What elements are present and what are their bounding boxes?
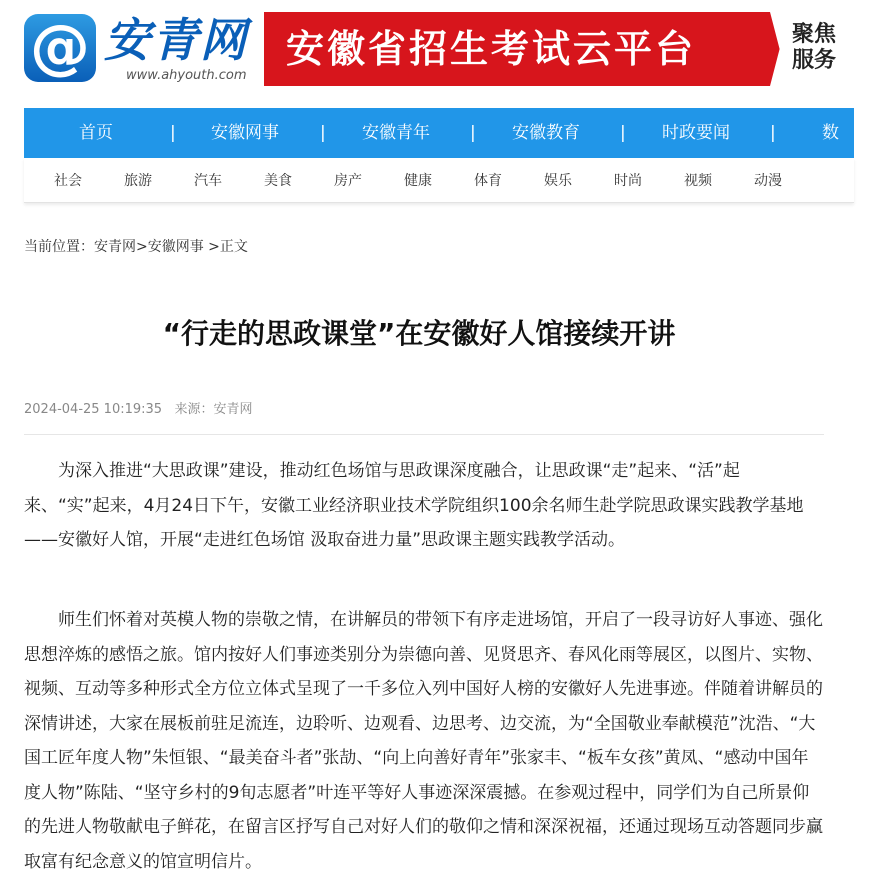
nav-separator: | xyxy=(470,123,476,143)
article-source: 安青网 xyxy=(213,402,253,417)
nav-separator: | xyxy=(620,123,626,143)
article-meta xyxy=(24,398,253,417)
exam-platform-banner[interactable] xyxy=(264,12,864,86)
banner-text: 安徽省招生考试云平台 xyxy=(286,27,697,71)
subnav-item-society[interactable]: 社会 xyxy=(54,173,82,189)
banner-subtext xyxy=(792,22,836,74)
article-date: 2024-04-25 10:19:35 xyxy=(24,402,163,417)
article-paragraph: 师生们怀着对英模人物的崇敬之情，在讲解员的带领下有序走进场馆，开启了一段寻访好人事迹、强化思想淬炼的感悟之旅。馆内按好人们事迹类别分为崇德向善、见贤思齐、春风化雨等展区，以图片、实物、视频、互动等多种形式全方位立体式呈现了一千多位入列中国好人榜的安徽好人先进事迹。伴随着讲解员的深情讲述，大家在展板前驻足流连，边聆听、边观看、边思考、边交流，为“全国敬业奉献模范”沈浩、“大国工匠年度人物”朱恒银、“最美奋斗者”张劼、“向上向善好青年”张家丰、“板车女孩”黄凤、“感动中国年度人物”陈陆、“坚守乡村的9旬志愿者”叶连平等好人事迹深深震撼。在参观过程中，同学们为自己所景仰的先进人物敬献电子鲜花，在留言区抒写自己对好人们的敬仰之情和深深祝福，还通过现场互动答题同步赢取富有纪念意义的馆宣明信片。 xyxy=(24,610,823,872)
breadcrumb xyxy=(24,236,248,256)
subnav-item-anime[interactable]: 动漫 xyxy=(754,173,782,189)
nav-item-anhui-news[interactable]: 安徽网事 xyxy=(211,123,279,143)
breadcrumb-separator: > xyxy=(136,239,148,255)
breadcrumb-section-link[interactable]: 安徽网事 xyxy=(147,239,204,255)
subnav-item-food[interactable]: 美食 xyxy=(264,173,292,189)
breadcrumb-current: 正文 xyxy=(219,239,248,255)
article-paragraph: 为深入推进“大思政课”建设，推动红色场馆与思政课深度融合，让思政课“走”起来、“活”起来、“实”起来，4月24日下午，安徽工业经济职业技术学院组织100余名师生赴学院思政课实践教学基地——安徽好人馆，开展“走进红色场馆 汲取奋进力量”思政课主题实践教学活动。 xyxy=(24,461,804,550)
title-divider xyxy=(24,434,824,435)
nav-item-anhui-education[interactable]: 安徽教育 xyxy=(512,123,580,143)
nav-item-politics[interactable]: 时政要闻 xyxy=(662,123,730,143)
article-title: “行走的思政课堂”在安徽好人馆接续开讲 xyxy=(162,317,676,350)
subnav-item-sports[interactable]: 体育 xyxy=(474,173,502,189)
subnav-item-health[interactable]: 健康 xyxy=(404,173,432,189)
nav-item-more[interactable]: 数 xyxy=(822,123,839,143)
logo-at-icon: @ xyxy=(24,14,96,82)
banner-sub-line1: 聚焦 xyxy=(792,22,837,47)
logo-url: www.ahyouth.com xyxy=(126,68,247,83)
breadcrumb-separator: > xyxy=(203,239,220,255)
nav-separator: | xyxy=(770,123,776,143)
subnav-item-realestate[interactable]: 房产 xyxy=(334,173,362,189)
nav-separator: | xyxy=(320,123,326,143)
nav-separator: | xyxy=(170,123,176,143)
nav-item-anhui-youth[interactable]: 安徽青年 xyxy=(362,123,430,143)
subnav-item-video[interactable]: 视频 xyxy=(684,173,712,189)
logo-name: 安青网 xyxy=(104,13,248,67)
subnav-item-travel[interactable]: 旅游 xyxy=(124,173,152,189)
main-nav xyxy=(24,108,854,158)
sub-nav xyxy=(24,158,854,203)
subnav-item-entertainment[interactable]: 娱乐 xyxy=(544,173,572,189)
site-logo[interactable] xyxy=(24,12,248,84)
subnav-item-fashion[interactable]: 时尚 xyxy=(614,173,642,189)
subnav-item-auto[interactable]: 汽车 xyxy=(194,173,222,189)
breadcrumb-home-link[interactable]: 安青网 xyxy=(94,239,136,255)
banner-sub-line2: 服务 xyxy=(792,48,837,73)
article-source-label: 来源： xyxy=(174,402,214,417)
nav-item-home[interactable]: 首页 xyxy=(79,123,113,143)
breadcrumb-prefix: 当前位置： xyxy=(24,239,94,255)
